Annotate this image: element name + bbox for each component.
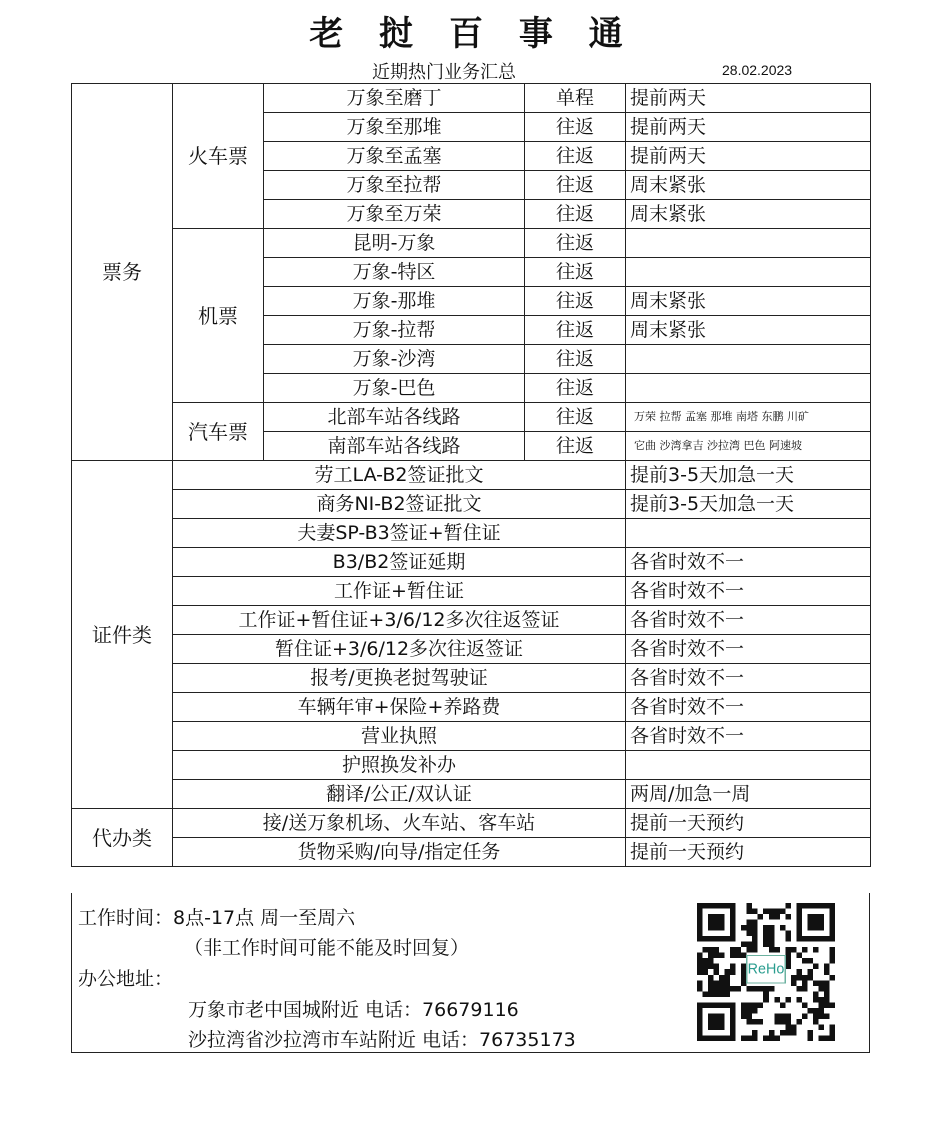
service-cell: 报考/更换老挝驾驶证 xyxy=(173,664,626,693)
service-cell: 接/送万象机场、火车站、客车站 xyxy=(173,809,626,838)
route-cell: 南部车站各线路 xyxy=(264,432,525,461)
page-subtitle: 近期热门业务汇总 xyxy=(372,62,516,83)
route-cell: 万象至磨丁 xyxy=(264,84,525,113)
note-cell: 提前3-5天加急一天 xyxy=(626,490,871,519)
note-cell: 各省时效不一 xyxy=(626,722,871,751)
service-cell: 工作证+暂住证 xyxy=(173,577,626,606)
trip-type-cell: 往返 xyxy=(525,403,626,432)
trip-type-cell: 单程 xyxy=(525,84,626,113)
category-documents: 证件类 xyxy=(72,461,173,809)
service-cell: 商务NI-B2签证批文 xyxy=(173,490,626,519)
service-cell: B3/B2签证延期 xyxy=(173,548,626,577)
table-row xyxy=(72,722,871,751)
working-hours-note: （非工作时间可能不能及时回复） xyxy=(184,937,470,959)
note-cell xyxy=(626,345,871,374)
note-cell: 各省时效不一 xyxy=(626,635,871,664)
note-cell: 周末紧张 xyxy=(626,171,871,200)
table-row xyxy=(72,693,871,722)
service-cell: 工作证+暂住证+3/6/12多次往返签证 xyxy=(173,606,626,635)
table-row xyxy=(72,403,871,432)
note-cell: 提前一天预约 xyxy=(626,838,871,867)
route-cell: 万象-巴色 xyxy=(264,374,525,403)
contact-footer xyxy=(71,893,870,1053)
working-hours: 工作时间：8点-17点 周一至周六 xyxy=(78,907,356,929)
note-cell: 两周/加急一周 xyxy=(626,780,871,809)
route-cell: 万象-那堆 xyxy=(264,287,525,316)
trip-type-cell: 往返 xyxy=(525,142,626,171)
service-cell: 暂住证+3/6/12多次往返签证 xyxy=(173,635,626,664)
note-cell: 提前两天 xyxy=(626,142,871,171)
table-row xyxy=(72,519,871,548)
service-cell: 货物采购/向导/指定任务 xyxy=(173,838,626,867)
note-cell xyxy=(626,751,871,780)
qr-logo: ReHo xyxy=(747,961,785,978)
note-cell xyxy=(626,374,871,403)
note-cell: 提前两天 xyxy=(626,113,871,142)
route-cell: 万象至拉帮 xyxy=(264,171,525,200)
trip-type-cell: 往返 xyxy=(525,374,626,403)
subcategory-flight: 机票 xyxy=(173,229,264,403)
note-cell: 周末紧张 xyxy=(626,287,871,316)
table-row xyxy=(72,229,871,258)
subcategory-train: 火车票 xyxy=(173,84,264,229)
note-cell: 各省时效不一 xyxy=(626,548,871,577)
table-row xyxy=(72,461,871,490)
service-cell: 夫妻SP-B3签证+暂住证 xyxy=(173,519,626,548)
route-cell: 万象-特区 xyxy=(264,258,525,287)
note-cell: 周末紧张 xyxy=(626,316,871,345)
page-title: 老 挝 百 事 通 xyxy=(309,14,635,54)
address-label: 办公地址： xyxy=(78,968,174,990)
trip-type-cell: 往返 xyxy=(525,432,626,461)
service-cell: 护照换发补办 xyxy=(173,751,626,780)
table-row xyxy=(72,635,871,664)
route-cell: 万象-拉帮 xyxy=(264,316,525,345)
note-cell: 提前3-5天加急一天 xyxy=(626,461,871,490)
qr-code xyxy=(697,903,835,1041)
trip-type-cell: 往返 xyxy=(525,200,626,229)
service-cell: 车辆年审+保险+养路费 xyxy=(173,693,626,722)
note-cell: 周末紧张 xyxy=(626,200,871,229)
trip-type-cell: 往返 xyxy=(525,171,626,200)
table-row xyxy=(72,664,871,693)
note-cell xyxy=(626,519,871,548)
note-cell xyxy=(626,258,871,287)
trip-type-cell: 往返 xyxy=(525,287,626,316)
address-vientiane: 万象市老中国城附近 电话：76679116 xyxy=(188,999,519,1021)
note-cell xyxy=(626,229,871,258)
services-table xyxy=(71,83,871,867)
table-row xyxy=(72,809,871,838)
subcategory-bus: 汽车票 xyxy=(173,403,264,461)
table-row xyxy=(72,577,871,606)
address-salavan: 沙拉湾省沙拉湾市车站附近 电话：76735173 xyxy=(188,1029,576,1051)
note-cell: 提前一天预约 xyxy=(626,809,871,838)
service-cell: 翻译/公正/双认证 xyxy=(173,780,626,809)
document-date: 28.02.2023 xyxy=(722,62,793,78)
note-cell: 提前两天 xyxy=(626,84,871,113)
route-cell: 北部车站各线路 xyxy=(264,403,525,432)
route-cell: 万象至孟塞 xyxy=(264,142,525,171)
trip-type-cell: 往返 xyxy=(525,229,626,258)
note-cell: 各省时效不一 xyxy=(626,664,871,693)
table-row xyxy=(72,548,871,577)
note-cell: 各省时效不一 xyxy=(626,577,871,606)
trip-type-cell: 往返 xyxy=(525,113,626,142)
note-cell: 它曲 沙湾拿吉 沙拉湾 巴色 阿速坡 xyxy=(626,432,871,461)
route-cell: 昆明-万象 xyxy=(264,229,525,258)
table-row xyxy=(72,490,871,519)
table-row xyxy=(72,838,871,867)
table-row xyxy=(72,84,871,113)
route-cell: 万象-沙湾 xyxy=(264,345,525,374)
note-cell: 各省时效不一 xyxy=(626,693,871,722)
category-tickets: 票务 xyxy=(72,84,173,461)
trip-type-cell: 往返 xyxy=(525,258,626,287)
route-cell: 万象至万荣 xyxy=(264,200,525,229)
trip-type-cell: 往返 xyxy=(525,316,626,345)
service-cell: 劳工LA-B2签证批文 xyxy=(173,461,626,490)
table-row xyxy=(72,606,871,635)
note-cell: 万荣 拉帮 孟塞 那堆 南塔 东鹏 川矿 xyxy=(626,403,871,432)
trip-type-cell: 往返 xyxy=(525,345,626,374)
route-cell: 万象至那堆 xyxy=(264,113,525,142)
note-cell: 各省时效不一 xyxy=(626,606,871,635)
table-row xyxy=(72,751,871,780)
service-cell: 营业执照 xyxy=(173,722,626,751)
category-agency: 代办类 xyxy=(72,809,173,867)
table-row xyxy=(72,780,871,809)
